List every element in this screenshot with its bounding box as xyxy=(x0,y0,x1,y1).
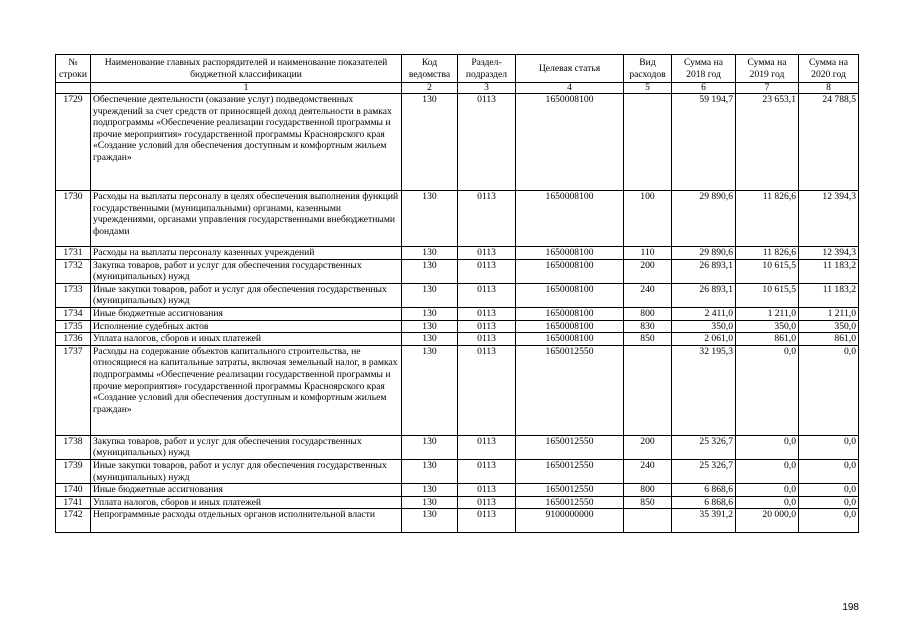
row-name-cell: Иные закупки товаров, работ и услуг для обеспечения государственных (муниципальных) нужд xyxy=(91,459,402,483)
section-code-cell: 0113 xyxy=(458,509,516,533)
table-row xyxy=(56,333,859,346)
section-code-cell: 0113 xyxy=(458,247,516,260)
header-row-number: № строки xyxy=(56,55,91,83)
header-sum-2020: Сумма на 2020 год xyxy=(799,55,859,83)
table-row xyxy=(56,459,859,483)
row-name-cell: Обеспечение деятельности (оказание услуг) подведомственных учреждений за счет средств от приносящей доход деятельности в рамках подпрограммы «Обеспечение реализации государственной программы и прочие мероприятия» государственной программы Красноярского края «Создание условий для обеспечения доступным и комфортным жильем граждан» xyxy=(91,94,402,191)
column-number: 4 xyxy=(516,83,624,94)
section-code-cell: 0113 xyxy=(458,307,516,320)
department-code-cell: 130 xyxy=(402,496,458,509)
sum-2019-cell: 0,0 xyxy=(736,484,799,497)
row-number-cell: 1735 xyxy=(56,320,91,333)
target-article-cell: 1650008100 xyxy=(516,259,624,283)
table-row xyxy=(56,94,859,191)
budget-table xyxy=(55,54,859,533)
sum-2019-cell: 0,0 xyxy=(736,435,799,459)
row-number-cell: 1737 xyxy=(56,345,91,435)
header-sum-2018: Сумма на 2018 год xyxy=(672,55,736,83)
target-article-cell: 1650012550 xyxy=(516,496,624,509)
table-row xyxy=(56,320,859,333)
target-article-cell: 1650012550 xyxy=(516,435,624,459)
department-code-cell: 130 xyxy=(402,333,458,346)
sum-2019-cell: 0,0 xyxy=(736,345,799,435)
row-name-cell: Непрограммные расходы отдельных органов исполнительной власти xyxy=(91,509,402,533)
department-code-cell: 130 xyxy=(402,307,458,320)
section-code-cell: 0113 xyxy=(458,435,516,459)
column-number: 8 xyxy=(799,83,859,94)
sum-2019-cell: 20 000,0 xyxy=(736,509,799,533)
sum-2019-cell: 23 653,1 xyxy=(736,94,799,191)
sum-2018-cell: 350,0 xyxy=(672,320,736,333)
sum-2020-cell: 12 394,3 xyxy=(799,191,859,247)
target-article-cell: 1650008100 xyxy=(516,320,624,333)
header-target-article: Целевая статья xyxy=(516,55,624,83)
sum-2019-cell: 861,0 xyxy=(736,333,799,346)
column-number: 1 xyxy=(91,83,402,94)
sum-2018-cell: 32 195,3 xyxy=(672,345,736,435)
sum-2018-cell: 25 326,7 xyxy=(672,459,736,483)
table-row xyxy=(56,435,859,459)
header-name: Наименование главных распорядителей и наименование показателей бюджетной классификации xyxy=(91,55,402,83)
row-name-cell: Уплата налогов, сборов и иных платежей xyxy=(91,333,402,346)
section-code-cell: 0113 xyxy=(458,496,516,509)
expense-type-cell xyxy=(624,345,672,435)
table-row xyxy=(56,496,859,509)
sum-2019-cell: 11 826,6 xyxy=(736,191,799,247)
expense-type-cell xyxy=(624,509,672,533)
sum-2020-cell: 24 788,5 xyxy=(799,94,859,191)
table-row xyxy=(56,509,859,533)
sum-2020-cell: 0,0 xyxy=(799,509,859,533)
section-code-cell: 0113 xyxy=(458,333,516,346)
row-number-cell: 1742 xyxy=(56,509,91,533)
department-code-cell: 130 xyxy=(402,320,458,333)
sum-2018-cell: 6 868,6 xyxy=(672,484,736,497)
row-number-cell: 1739 xyxy=(56,459,91,483)
column-number: 7 xyxy=(736,83,799,94)
department-code-cell: 130 xyxy=(402,247,458,260)
sum-2020-cell: 0,0 xyxy=(799,435,859,459)
row-name-cell: Закупка товаров, работ и услуг для обеспечения государственных (муниципальных) нужд xyxy=(91,259,402,283)
department-code-cell: 130 xyxy=(402,191,458,247)
sum-2020-cell: 0,0 xyxy=(799,459,859,483)
section-code-cell: 0113 xyxy=(458,345,516,435)
sum-2020-cell: 1 211,0 xyxy=(799,307,859,320)
target-article-cell: 1650008100 xyxy=(516,247,624,260)
target-article-cell: 1650012550 xyxy=(516,484,624,497)
table-row xyxy=(56,283,859,307)
table-row xyxy=(56,345,859,435)
column-number-row xyxy=(56,83,859,94)
table-row xyxy=(56,484,859,497)
sum-2018-cell: 29 890,6 xyxy=(672,191,736,247)
department-code-cell: 130 xyxy=(402,435,458,459)
sum-2018-cell: 2 411,0 xyxy=(672,307,736,320)
expense-type-cell: 200 xyxy=(624,435,672,459)
sum-2018-cell: 35 391,2 xyxy=(672,509,736,533)
target-article-cell: 9100000000 xyxy=(516,509,624,533)
department-code-cell: 130 xyxy=(402,259,458,283)
header-row xyxy=(56,55,859,83)
expense-type-cell: 100 xyxy=(624,191,672,247)
row-number-cell: 1741 xyxy=(56,496,91,509)
department-code-cell: 130 xyxy=(402,283,458,307)
row-name-cell: Иные закупки товаров, работ и услуг для обеспечения государственных (муниципальных) нужд xyxy=(91,283,402,307)
header-expense-type: Вид расходов xyxy=(624,55,672,83)
column-number: 2 xyxy=(402,83,458,94)
sum-2019-cell: 0,0 xyxy=(736,459,799,483)
sum-2018-cell: 6 868,6 xyxy=(672,496,736,509)
sum-2020-cell: 12 394,3 xyxy=(799,247,859,260)
target-article-cell: 1650008100 xyxy=(516,283,624,307)
sum-2020-cell: 350,0 xyxy=(799,320,859,333)
section-code-cell: 0113 xyxy=(458,283,516,307)
target-article-cell: 1650008100 xyxy=(516,94,624,191)
sum-2018-cell: 59 194,7 xyxy=(672,94,736,191)
table-row xyxy=(56,247,859,260)
target-article-cell: 1650008100 xyxy=(516,333,624,346)
row-number-cell: 1733 xyxy=(56,283,91,307)
sum-2018-cell: 26 893,1 xyxy=(672,283,736,307)
section-code-cell: 0113 xyxy=(458,459,516,483)
row-name-cell: Расходы на выплаты персоналу в целях обеспечения выполнения функций государственными (муниципальными) органами, казенными учреждениями, органами управления государственными внебюджетными фондами xyxy=(91,191,402,247)
department-code-cell: 130 xyxy=(402,484,458,497)
sum-2018-cell: 25 326,7 xyxy=(672,435,736,459)
expense-type-cell: 850 xyxy=(624,496,672,509)
expense-type-cell: 850 xyxy=(624,333,672,346)
row-name-cell: Расходы на содержание объектов капитального строительства, не относящиеся на капитальные затраты, включая земельный налог, в рамках подпрограммы «Обеспечение реализации государственной программы и прочие мероприятия» государственной программы Красноярского края «Создание условий для обеспечения доступным и комфортным жильем граждан» xyxy=(91,345,402,435)
department-code-cell: 130 xyxy=(402,509,458,533)
section-code-cell: 0113 xyxy=(458,484,516,497)
header-section: Раздел-подраздел xyxy=(458,55,516,83)
sum-2020-cell: 11 183,2 xyxy=(799,259,859,283)
header-department-code: Код ведомства xyxy=(402,55,458,83)
row-number-cell: 1729 xyxy=(56,94,91,191)
row-number-cell: 1734 xyxy=(56,307,91,320)
row-name-cell: Иные бюджетные ассигнования xyxy=(91,484,402,497)
column-number: 6 xyxy=(672,83,736,94)
row-number-cell: 1730 xyxy=(56,191,91,247)
department-code-cell: 130 xyxy=(402,94,458,191)
section-code-cell: 0113 xyxy=(458,94,516,191)
sum-2019-cell: 1 211,0 xyxy=(736,307,799,320)
department-code-cell: 130 xyxy=(402,345,458,435)
row-number-cell: 1731 xyxy=(56,247,91,260)
row-number-cell: 1732 xyxy=(56,259,91,283)
target-article-cell: 1650012550 xyxy=(516,459,624,483)
table-row xyxy=(56,259,859,283)
target-article-cell: 1650008100 xyxy=(516,191,624,247)
row-number-cell: 1738 xyxy=(56,435,91,459)
target-article-cell: 1650012550 xyxy=(516,345,624,435)
expense-type-cell: 800 xyxy=(624,484,672,497)
sum-2019-cell: 11 826,6 xyxy=(736,247,799,260)
row-name-cell: Расходы на выплаты персоналу казенных учреждений xyxy=(91,247,402,260)
header-sum-2019: Сумма на 2019 год xyxy=(736,55,799,83)
section-code-cell: 0113 xyxy=(458,320,516,333)
row-name-cell: Уплата налогов, сборов и иных платежей xyxy=(91,496,402,509)
expense-type-cell: 830 xyxy=(624,320,672,333)
sum-2018-cell: 2 061,0 xyxy=(672,333,736,346)
row-name-cell: Закупка товаров, работ и услуг для обеспечения государственных (муниципальных) нужд xyxy=(91,435,402,459)
column-number xyxy=(56,83,91,94)
expense-type-cell: 240 xyxy=(624,283,672,307)
row-number-cell: 1740 xyxy=(56,484,91,497)
department-code-cell: 130 xyxy=(402,459,458,483)
expense-type-cell: 800 xyxy=(624,307,672,320)
table-body xyxy=(56,94,859,533)
column-number: 3 xyxy=(458,83,516,94)
sum-2019-cell: 350,0 xyxy=(736,320,799,333)
sum-2020-cell: 11 183,2 xyxy=(799,283,859,307)
sum-2020-cell: 0,0 xyxy=(799,345,859,435)
section-code-cell: 0113 xyxy=(458,259,516,283)
row-name-cell: Исполнение судебных актов xyxy=(91,320,402,333)
expense-type-cell: 240 xyxy=(624,459,672,483)
sum-2019-cell: 10 615,5 xyxy=(736,283,799,307)
sum-2019-cell: 0,0 xyxy=(736,496,799,509)
expense-type-cell xyxy=(624,94,672,191)
table-row xyxy=(56,191,859,247)
sum-2018-cell: 29 890,6 xyxy=(672,247,736,260)
page-number: 198 xyxy=(842,602,859,613)
target-article-cell: 1650008100 xyxy=(516,307,624,320)
column-number: 5 xyxy=(624,83,672,94)
budget-table-container xyxy=(55,54,858,533)
row-name-cell: Иные бюджетные ассигнования xyxy=(91,307,402,320)
sum-2020-cell: 861,0 xyxy=(799,333,859,346)
sum-2020-cell: 0,0 xyxy=(799,484,859,497)
sum-2020-cell: 0,0 xyxy=(799,496,859,509)
table-row xyxy=(56,307,859,320)
sum-2019-cell: 10 615,5 xyxy=(736,259,799,283)
expense-type-cell: 110 xyxy=(624,247,672,260)
row-number-cell: 1736 xyxy=(56,333,91,346)
section-code-cell: 0113 xyxy=(458,191,516,247)
expense-type-cell: 200 xyxy=(624,259,672,283)
sum-2018-cell: 26 893,1 xyxy=(672,259,736,283)
